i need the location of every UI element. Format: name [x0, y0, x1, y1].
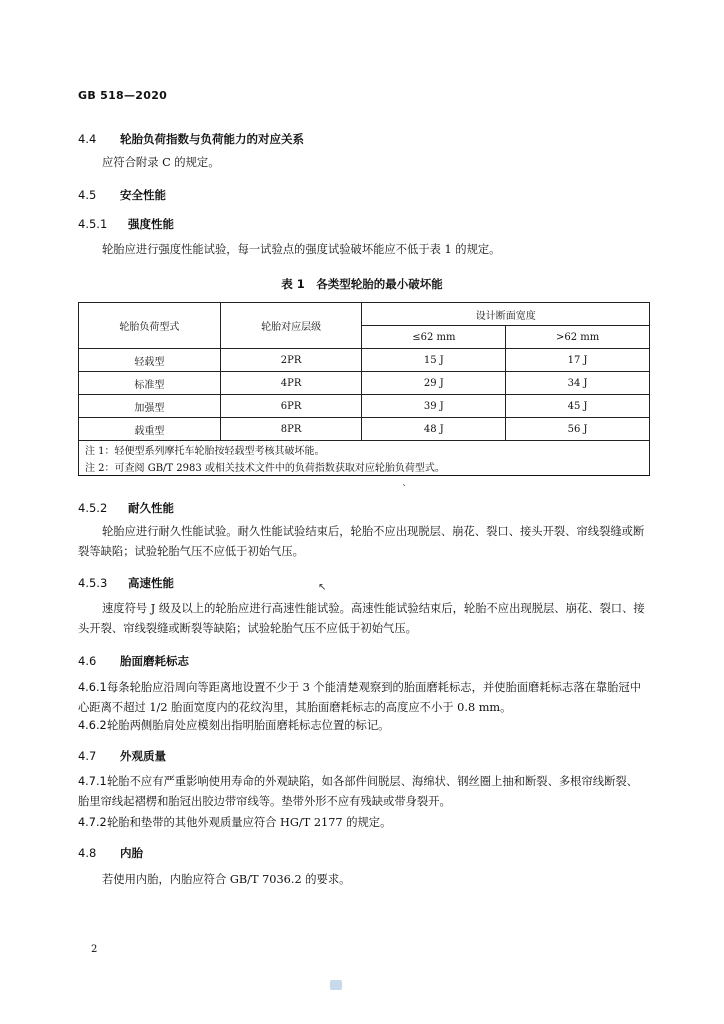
header-ply-rating: 轮胎对应层级: [220, 303, 362, 349]
paragraph-4-4: 应符合附录 C 的规定。: [102, 156, 220, 169]
section-title: 内胎: [120, 846, 143, 860]
header-width-gt-62: >62 mm: [506, 326, 650, 349]
section-heading-4-4: [78, 131, 304, 147]
paragraph-4-7-2: [78, 813, 648, 833]
cell-energy-le: 29 J: [362, 372, 506, 395]
table-row: [79, 395, 650, 418]
scan-mark: ↖: [318, 582, 327, 593]
cell-energy-le: 15 J: [362, 349, 506, 372]
table-row: [79, 349, 650, 372]
section-heading-4-6: [78, 653, 189, 669]
section-number: 4.5.2: [78, 501, 108, 515]
section-title: 安全性能: [120, 188, 166, 202]
table-row: [79, 418, 650, 441]
standard-id: GB 518—2020: [78, 89, 168, 102]
cell-energy-le: 48 J: [362, 418, 506, 441]
section-number: 4.7.2: [78, 816, 107, 829]
section-heading-4-7: [78, 748, 166, 764]
section-title: 高速性能: [128, 576, 174, 590]
paragraph-4-8: 若使用内胎，内胎应符合 GB/T 7036.2 的要求。: [102, 873, 351, 886]
paragraph-text: 每条轮胎应沿周向等距离地设置不少于 3 个能清楚观察到的胎面磨耗标志，并使胎面磨耗标志落在靠胎冠中心距离不超过 1/2 胎面宽度内的花纹沟里，其胎面磨耗标志的高度应不小于 0.8 mm。: [78, 681, 642, 714]
table-note-1: 注 1：轻便型系列摩托车轮胎按轻载型考核其破坏能。: [79, 441, 650, 459]
table-note-2: 注 2：可查阅 GB/T 2983 或相关技术文件中的负荷指数获取对应轮胎负荷型式。: [79, 458, 650, 476]
paragraph-4-7-1: [78, 772, 648, 812]
table-min-breaking-energy: [78, 302, 650, 476]
cell-ply: 2PR: [220, 349, 362, 372]
section-title: 耐久性能: [128, 501, 174, 515]
scan-mark: `: [402, 484, 407, 495]
section-title: 轮胎负荷指数与负荷能力的对应关系: [120, 132, 304, 146]
cell-ply: 6PR: [220, 395, 362, 418]
section-heading-4-8: [78, 845, 143, 861]
paragraph-text: 轮胎和垫带的其他外观质量应符合 HG/T 2177 的规定。: [107, 816, 392, 829]
section-heading-4-5-1: [78, 216, 174, 232]
section-number: 4.5.3: [78, 576, 108, 590]
paragraph-4-6-1: [78, 678, 648, 718]
section-number: 4.5.1: [78, 217, 108, 231]
section-number: 4.5: [78, 188, 97, 202]
cell-ply: 8PR: [220, 418, 362, 441]
cell-energy-gt: 17 J: [506, 349, 650, 372]
section-number: 4.8: [78, 846, 97, 860]
page-number: 2: [91, 944, 98, 955]
section-number: 4.6: [78, 654, 97, 668]
section-heading-4-5: [78, 187, 166, 203]
header-width-le-62: ≤62 mm: [362, 326, 506, 349]
paragraph-4-5-2: 轮胎应进行耐久性能试验。耐久性能试验结束后，轮胎不应出现脱层、崩花、裂口、接头开裂、帘线裂缝或断裂等缺陷；试验轮胎气压不应低于初始气压。: [78, 525, 645, 558]
cell-load-type: 轻载型: [79, 349, 221, 372]
paragraph-4-6-2: [78, 716, 648, 736]
watermark-logo: [330, 980, 342, 990]
section-number: 4.4: [78, 132, 97, 146]
section-title: 强度性能: [128, 217, 174, 231]
cell-energy-gt: 45 J: [506, 395, 650, 418]
paragraph-text: 轮胎不应有严重影响使用寿命的外观缺陷，如各部件间脱层、海绵状、钢丝圈上抽和断裂、多根帘线断裂、胎里帘线起褶楞和胎冠出胶边带帘线等。垫带外形不应有残缺或带身裂开。: [78, 775, 638, 808]
cell-energy-gt: 56 J: [506, 418, 650, 441]
table-caption: 表 1 各类型轮胎的最小破坏能: [281, 277, 443, 291]
section-heading-4-5-3: [78, 575, 174, 591]
section-number: 4.6.2: [78, 719, 107, 732]
section-number: 4.6.1: [78, 681, 107, 694]
cell-energy-gt: 34 J: [506, 372, 650, 395]
paragraph-text: 轮胎两侧胎肩处应模刻出指明胎面磨耗标志位置的标记。: [107, 719, 390, 732]
section-title: 胎面磨耗标志: [120, 654, 189, 668]
paragraph-4-5-1: 轮胎应进行强度性能试验，每一试验点的强度试验破坏能应不低于表 1 的规定。: [102, 243, 501, 256]
section-number: 4.7.1: [78, 775, 107, 788]
cell-load-type: 加强型: [79, 395, 221, 418]
header-section-width: 设计断面宽度: [362, 303, 650, 326]
cell-load-type: 标准型: [79, 372, 221, 395]
paragraph-4-5-3: 速度符号 J 级及以上的轮胎应进行高速性能试验。高速性能试验结束后，轮胎不应出现脱层、崩花、裂口、接头开裂、帘线裂缝或断裂等缺陷；试验轮胎气压不应低于初始气压。: [78, 602, 645, 635]
cell-load-type: 载重型: [79, 418, 221, 441]
section-heading-4-5-2: [78, 500, 174, 516]
cell-ply: 4PR: [220, 372, 362, 395]
header-load-type: 轮胎负荷型式: [79, 303, 221, 349]
section-number: 4.7: [78, 749, 97, 763]
table-row: [79, 372, 650, 395]
cell-energy-le: 39 J: [362, 395, 506, 418]
section-title: 外观质量: [120, 749, 166, 763]
